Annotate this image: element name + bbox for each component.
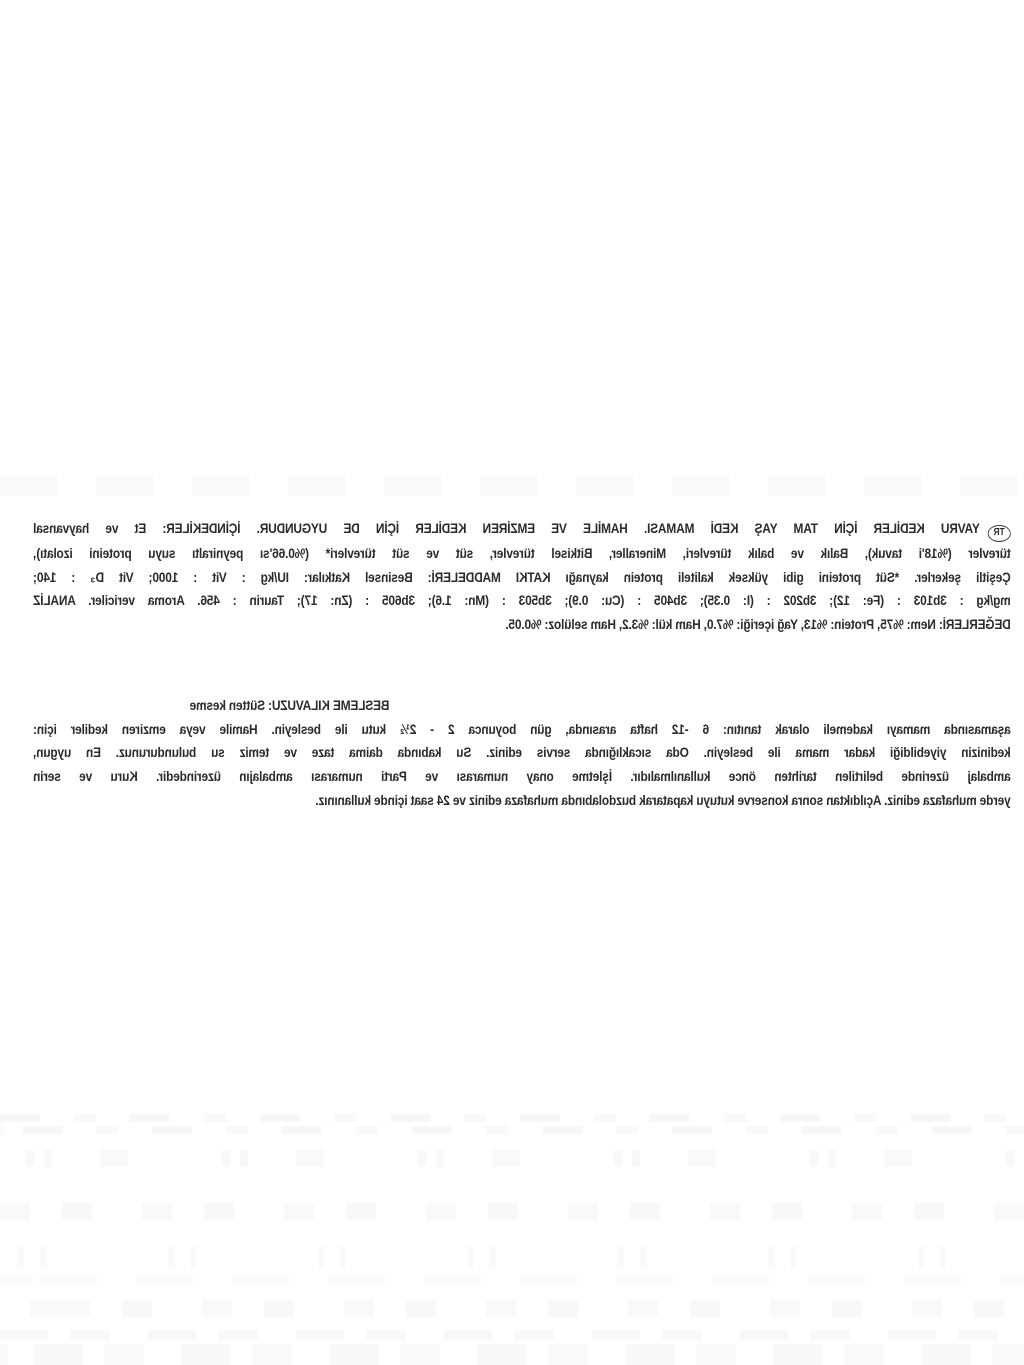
print-ghost-row [0, 1114, 1024, 1122]
feeding-guide-paragraph [33, 694, 1011, 813]
ingredients-line-3: Çeşitli şekerler. *Süt proteini gibi yüksek kaliteli protein kaynağı KATKI MADDELERİ: Besinsel Katkılar: IU/kg : Vit : 1000; Vit D₃ : 140; [33, 568, 1011, 585]
print-ghost-row [0, 1300, 1024, 1317]
ingredients-line-2: türevler (%18'i tavuk), Balık ve balık türevleri, Mineraller, Bitkisel türevler, süt ve süt türevleri* (%0.66'sı peyniraltı suyu proteini izolatı), [33, 545, 1011, 561]
feeding-guide-line-3: kedinizin yiyebildiği kadar mama ile besleyin. Oda sıcaklığında servis ediniz. Su kabında daima taze ve temiz su bulundurunuz. En uygun, [33, 744, 1011, 761]
print-ghost-row [0, 1150, 1024, 1167]
feeding-guide-heading-line: BESLEME KILAVUZU: Sütten kesme [189, 697, 390, 713]
feeding-guide-line-5: yerde muhafaza ediniz. Açıldıktan sonra konserve kutuyu kapatarak buzdolabında muhafaza ediniz ve 24 saat içinde kullanınız. [315, 791, 1011, 808]
print-ghost-row [0, 476, 1024, 496]
ingredients-line-1 [33, 517, 1011, 542]
print-ghost-row [0, 1247, 1024, 1267]
print-ghost-row [0, 1330, 1024, 1340]
ingredients-paragraph [33, 517, 1011, 637]
print-ghost-row [0, 1126, 1024, 1134]
ingredients-line-4: mg/kg : 3b103 : (Fe: 12); 3b202 : (I: 0.35); 3b405 : (Cu: 0.9); 3b503 : (Mn: 1.6); 3b605 : (Zn: 17); Taurin : 456. Aroma vericiler. ANALİZ [33, 592, 1011, 609]
feeding-guide-line-4: ambalaj üzerinde belirtilen tarihten önce kullanılmalıdır. İşletme onay numarası ve Parti numarası ambalajın üzerindedir. Kuru ve serin [33, 768, 1011, 785]
print-ghost-row [0, 1203, 1024, 1220]
feeding-guide-line-2: aşamasında mamayı kademeli olarak tanıtın: 6 -12 hafta arasında, gün boyunca 2 - 2½ kutu ile besleyin. Hamile veya emziren kediler için: [33, 720, 1011, 737]
tr-language-badge: TR [988, 525, 1011, 542]
ingredients-line-1-text: YAVRU KEDİLER İÇİN TAM YAŞ KEDİ MAMASI. HAMİLE VE EMZİREN KEDİLER İÇİN DE UYGUNDUR. İÇİNDEKİLER: Et ve hayvansal [33, 520, 980, 536]
print-ghost-row [0, 1277, 1024, 1283]
print-ghost-row [0, 1344, 1024, 1365]
ingredients-line-5: DEĞERLERİ: Nem: %75, Protein: %13, Yağ içeriği: %7.0, Ham kül: %3.2, Ham selüloz: %0.05. [505, 616, 1011, 633]
